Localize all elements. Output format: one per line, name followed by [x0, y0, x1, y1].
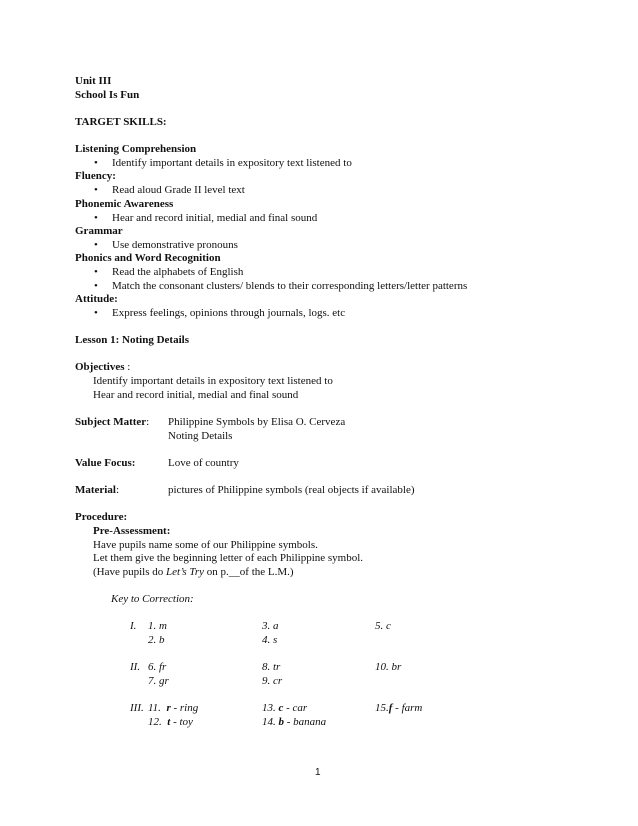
- target-skills-heading: TARGET SKILLS:: [75, 116, 167, 128]
- key-item-letter: r: [166, 702, 171, 714]
- pupils-instruction-prefix: (Have pupils do: [93, 566, 167, 578]
- key-section-label: III.: [130, 702, 144, 714]
- key-item-number: 12.: [148, 716, 162, 728]
- key-section-label: I.: [130, 620, 137, 632]
- skill-item: • Hear and record initial, medial and final sound: [112, 212, 317, 225]
- key-answer-13: [262, 702, 307, 715]
- skill-heading-phonics: Phonics and Word Recognition: [75, 252, 221, 264]
- procedure-label: Procedure:: [75, 511, 128, 523]
- skill-heading-grammar: Grammar: [75, 225, 123, 237]
- material-label: Material: [75, 484, 116, 496]
- key-item-word: - farm: [392, 702, 423, 714]
- key-heading: Key to Correction:: [111, 593, 194, 605]
- lets-try-reference: Let’s Try: [166, 566, 205, 578]
- skill-item: • Read aloud Grade II level text: [112, 184, 245, 197]
- pre-assessment-label: Pre-Assessment:: [93, 525, 171, 537]
- skill-item: • Identify important details in expository text listened to: [112, 157, 352, 170]
- skill-heading-fluency: Fluency:: [75, 170, 116, 182]
- key-answer: 4. s: [262, 634, 278, 646]
- key-answer-11: [148, 702, 198, 715]
- key-item-number: 11.: [148, 702, 161, 714]
- key-answer: 2. b: [148, 634, 165, 646]
- material-colon: :: [115, 484, 119, 496]
- value-focus-value: Love of country: [168, 457, 239, 469]
- key-answer: 7. gr: [148, 675, 169, 687]
- value-focus-label: Value Focus:: [75, 457, 136, 469]
- key-answer: 10. br: [375, 661, 402, 673]
- skill-item: • Match the consonant clusters/ blends to their corresponding letters/letter patterns: [112, 280, 467, 293]
- key-item-word: - toy: [170, 716, 193, 728]
- key-item-letter: t: [167, 716, 171, 728]
- page-number: 1: [315, 767, 321, 778]
- key-item-word: - ring: [170, 702, 199, 714]
- key-answer: 9. cr: [262, 675, 283, 687]
- subject-matter-label: Subject Matter: [75, 416, 147, 428]
- key-answer: 5. c: [375, 620, 391, 632]
- pre-assessment-line: Let them give the beginning letter of each Philippine symbol.: [93, 552, 364, 564]
- key-item-word: - car: [283, 702, 308, 714]
- key-item-number: 13.: [262, 702, 276, 714]
- skill-heading-listening: Listening Comprehension: [75, 143, 197, 155]
- objective-item: Hear and record initial, medial and final sound: [93, 389, 299, 401]
- key-item-letter: b: [278, 716, 284, 728]
- objective-item: Identify important details in expository text listened to: [93, 375, 333, 387]
- key-answer-12: [148, 716, 193, 729]
- key-item-letter: f: [388, 702, 393, 714]
- key-answer: 6. fr: [148, 661, 167, 673]
- skill-item: • Read the alphabets of English: [112, 266, 243, 279]
- key-answer-15: [375, 702, 422, 715]
- objectives-row: [75, 361, 130, 374]
- material-value: pictures of Philippine symbols (real objects if available): [168, 484, 415, 496]
- key-answer-14: [262, 716, 326, 729]
- skill-heading-attitude: Attitude:: [75, 293, 118, 305]
- key-answer: 1. m: [148, 620, 167, 632]
- objectives-label: Objectives: [75, 361, 125, 373]
- key-item-letter: c: [278, 702, 284, 714]
- skill-heading-phonemic: Phonemic Awareness: [75, 198, 174, 210]
- subject-matter-colon: :: [146, 416, 150, 428]
- skill-item: • Express feelings, opinions through journals, logs. etc: [112, 307, 345, 320]
- subject-matter-row: [75, 416, 149, 429]
- key-item-number: 14.: [262, 716, 276, 728]
- material-row: [75, 484, 119, 497]
- key-item-number: 15.: [375, 702, 389, 714]
- objectives-colon: :: [124, 361, 131, 373]
- subject-matter-value: Philippine Symbols by Elisa O. Cerveza: [168, 416, 346, 428]
- key-item-word: - banana: [284, 716, 327, 728]
- skill-item: • Use demonstrative pronouns: [112, 239, 238, 252]
- unit-title: School Is Fun: [75, 89, 140, 101]
- lesson-title: Lesson 1: Noting Details: [75, 334, 189, 346]
- pre-assessment-line: Have pupils name some of our Philippine symbols.: [93, 539, 318, 551]
- key-answer: 8. tr: [262, 661, 281, 673]
- subject-matter-value: Noting Details: [168, 430, 233, 442]
- pupils-instruction: [93, 566, 294, 579]
- key-answer: 3. a: [262, 620, 279, 632]
- unit-label: Unit III: [75, 75, 112, 87]
- key-section-label: II.: [130, 661, 141, 673]
- pupils-instruction-suffix: on p.__of the L.M.): [204, 566, 294, 578]
